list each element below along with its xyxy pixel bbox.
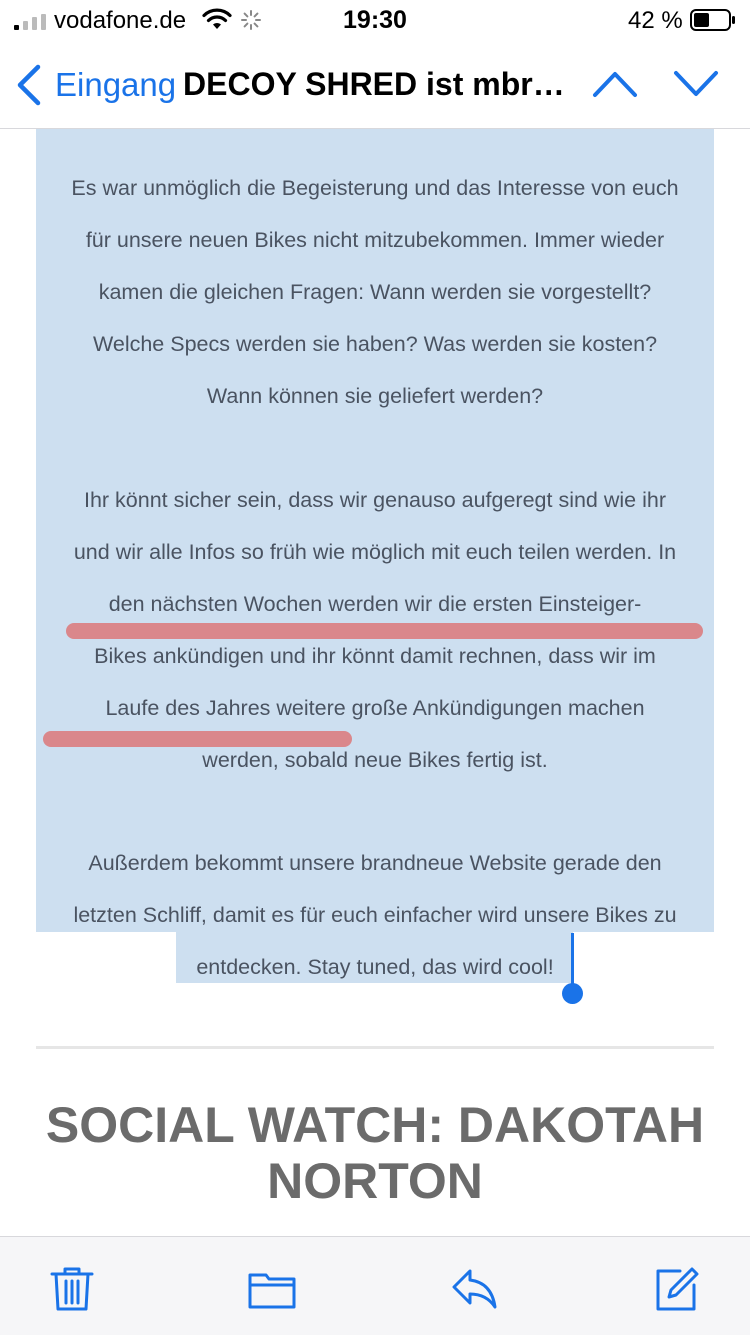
email-content[interactable] bbox=[0, 129, 750, 1235]
body-line: und wir alle Infos so früh wie möglich mit euch teilen werden. In bbox=[73, 540, 677, 564]
battery-icon bbox=[690, 9, 736, 31]
body-line: Es war unmöglich die Begeisterung und das Interesse von euch bbox=[71, 176, 679, 200]
section-divider bbox=[36, 1046, 714, 1049]
body-line: Ihr könnt sicher sein, dass wir genauso aufgeregt sind wie ihr bbox=[83, 488, 666, 512]
body-line: Wann können sie geliefert werden? bbox=[206, 384, 544, 408]
chevron-left-icon[interactable] bbox=[14, 64, 44, 106]
body-line: Welche Specs werden sie haben? Was werden sie kosten? bbox=[92, 332, 658, 356]
chevron-down-icon[interactable] bbox=[673, 68, 719, 100]
body-line: Außerdem bekommt unsere brandneue Website gerade den bbox=[88, 851, 662, 875]
body-line: letzten Schliff, damit es für euch einfacher wird unsere Bikes zu bbox=[73, 903, 677, 927]
folder-icon[interactable] bbox=[248, 1265, 296, 1313]
status-time: 19:30 bbox=[343, 6, 407, 34]
mail-nav-bar bbox=[0, 40, 750, 129]
mail-toolbar bbox=[0, 1236, 750, 1335]
email-subject-title: DECOY SHRED ist mbr… bbox=[183, 66, 565, 102]
section-heading: SOCIAL WATCH: DAKOTAH NORTON bbox=[45, 1097, 705, 1209]
back-to-inbox-button[interactable]: Eingang bbox=[55, 66, 177, 103]
selection-handle-line[interactable] bbox=[571, 933, 574, 987]
body-line: für unsere neuen Bikes nicht mitzubekommen. Immer wieder bbox=[85, 228, 665, 252]
chevron-up-icon[interactable] bbox=[592, 68, 638, 100]
reply-icon[interactable] bbox=[450, 1265, 498, 1313]
body-line: den nächsten Wochen werden wir die ersten Einsteiger- bbox=[108, 592, 642, 616]
compose-icon[interactable] bbox=[652, 1265, 700, 1313]
trash-icon[interactable] bbox=[48, 1265, 96, 1313]
selection-handle[interactable] bbox=[562, 983, 583, 1004]
status-bar bbox=[0, 0, 750, 40]
highlight-mark bbox=[66, 623, 703, 639]
body-line: entdecken. Stay tuned, das wird cool! bbox=[196, 955, 554, 979]
carrier-name: vodafone.de bbox=[54, 7, 187, 34]
body-line: werden, sobald neue Bikes fertig ist. bbox=[202, 748, 548, 772]
body-line: Bikes ankündigen und ihr könnt damit rechnen, dass wir im bbox=[94, 644, 656, 668]
body-line: Laufe des Jahres weitere große Ankündigungen machen bbox=[105, 696, 645, 720]
body-line: kamen die gleichen Fragen: Wann werden sie vorgestellt? bbox=[98, 280, 652, 304]
battery-percent: 42 % bbox=[628, 7, 683, 34]
